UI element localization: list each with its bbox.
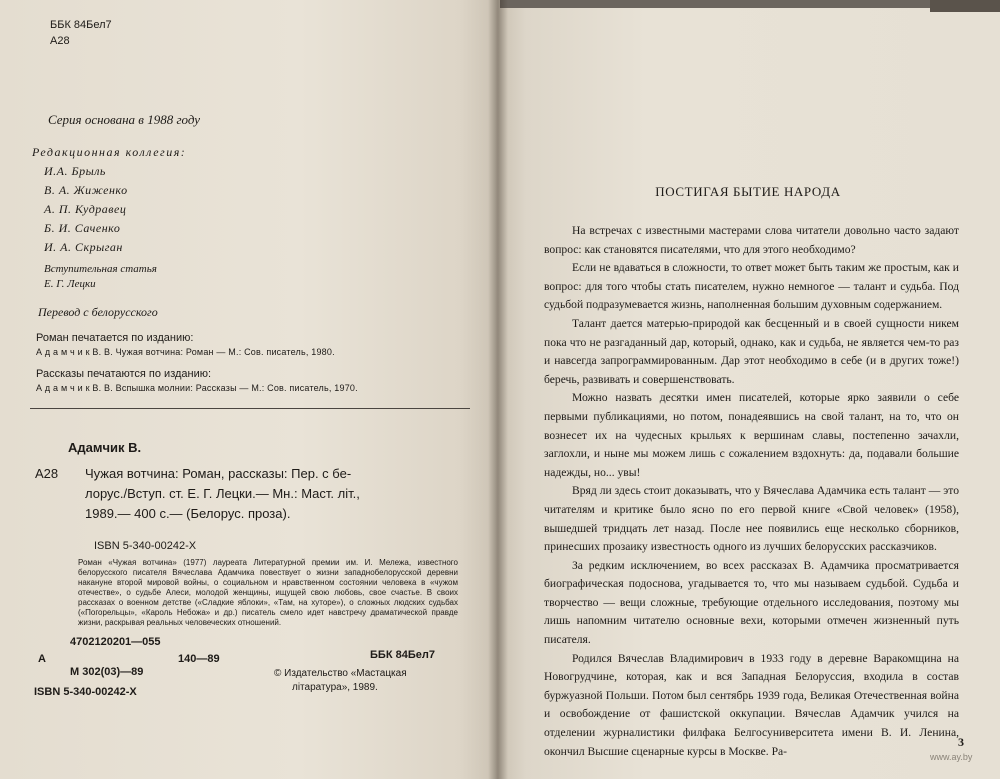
card-description bbox=[85, 464, 475, 524]
page-number: 3 bbox=[958, 735, 964, 749]
watermark: www.ay.by bbox=[930, 752, 973, 762]
series-note: Серия основана в 1988 году bbox=[48, 112, 201, 127]
board-member: А. П. Кудравец bbox=[44, 202, 127, 216]
card-code-2-right: 140—89 bbox=[178, 653, 220, 665]
intro-author: Е. Г. Лецки bbox=[44, 278, 96, 290]
board-member: Б. И. Саченко bbox=[44, 221, 121, 235]
paragraph: Талант дается матерью-природой как бесценный и в своей сущности никем пока что не разгаданный дар, который, однако, как и судьба, не является чем-то раз и навсегда запрограммированным. Дар этот необходимо в себе (и в других тоже!) беречь, развивать и совершенствовать. bbox=[544, 316, 959, 386]
paragraph: Вряд ли здесь стоит доказывать, что у Вячеслава Адамчика есть талант — это читателям и критике было ясно по его первой книге «Свой человек» (1958), вышедшей тридцать лет назад. После нее появились еще несколько сборников, принесших прозаику известность одного из лучших белорусских рассказчиков. bbox=[544, 484, 959, 554]
card-bbk: ББК 84Бел7 bbox=[370, 649, 435, 661]
paragraph: На встречах с известными мастерами слова читатели довольно часто задают вопрос: как становятся писателями, что для этого необходимо? bbox=[544, 224, 959, 256]
paragraph: Если не вдаваться в сложности, то ответ может быть таким же простым, как и вопрос: для того чтобы стать писателем, нужно немногое — талант и судьба. Под судьбой подразумевается жизнь, наполненная большим духовным содержанием. bbox=[544, 261, 959, 312]
publisher-copyright bbox=[274, 667, 407, 695]
stories-source-text: А д а м ч и к В. В. Вспышка молнии: Рассказы — М.: Сов. писатель, 1970. bbox=[36, 383, 358, 393]
background-corner bbox=[930, 0, 1000, 12]
card-author: Адамчик В. bbox=[68, 440, 142, 455]
intro-label: Вступительная статья bbox=[44, 263, 157, 275]
novel-source-text: А д а м ч и к В. В. Чужая вотчина: Роман — М.: Сов. писатель, 1980. bbox=[36, 347, 335, 357]
right-page bbox=[496, 8, 1000, 779]
body-text bbox=[544, 222, 959, 761]
card-class-code: А28 bbox=[35, 466, 59, 481]
card-code-1: 4702120201—055 bbox=[70, 636, 161, 648]
board-member: В. А. Жиженко bbox=[44, 183, 128, 197]
translation-note: Перевод с белорусского bbox=[38, 305, 158, 319]
card-annotation: Роман «Чужая вотчина» (1977) лауреата Литературной премии им. И. Мележа, известного белорусского писателя Вячеслава Адамчика повествует о жизни западнобелорусской деревни накануне второй мировой войны, о социальном и нравственном состоянии человека в «чужом отечестве», о судьбе Алеси, молодой женщины, ищущей свою любовь, свое счастье. В своих рассказах о военном детстве («Сладкие яблоки», «Там, на хуторе»), о сложных людских судьбах («Погорельцы», «Кароль Небожа» и др.) писатель смело идет навстречу драматической правде жизни, раскрывая реальных человеческих отношений. bbox=[78, 558, 458, 627]
card-code-2-left: А bbox=[38, 653, 46, 665]
chapter-title: ПОСТИГАЯ БЫТИЕ НАРОДА bbox=[655, 184, 841, 199]
imprint-code: А28 bbox=[50, 35, 70, 47]
publisher-line: лiтаратура», 1989. bbox=[292, 682, 378, 693]
board-member: И. А. Скрыган bbox=[44, 240, 123, 254]
paragraph: За редким исключением, во всех рассказах В. Адамчика просматривается биографическая подоснова, угадывается то, что мы называем судьбой. Судьба и творчество — вещи сложные, требующие отдельного исследования, поэтому мы лишь напомним читателю основные вехи, которыми отмечен жизненный путь писателя. bbox=[544, 558, 959, 647]
card-isbn-bottom: ISBN 5-340-00242-Х bbox=[34, 686, 137, 698]
board-heading: Редакционная коллегия: bbox=[32, 145, 187, 159]
card-line: 1989.— 400 с.— (Белорус. проза). bbox=[85, 506, 291, 521]
paragraph: Можно назвать десятки имен писателей, которые ярко заявили о себе первыми публикациями, но потом, понадеявшись на свой талант, на то, что он вознесет их на чудесных крыльях к вершинам славы, постепенно зачахли, заглохли, и ныне мы можем лишь с сожалением вздохнуть: да, подавали большие надежды, но... увы! bbox=[544, 391, 959, 479]
book-gutter bbox=[488, 0, 508, 779]
novel-source-label: Роман печатается по изданию: bbox=[36, 332, 194, 344]
card-line: лорус./Вступ. ст. Е. Г. Лецки.— Мн.: Маст. лiт., bbox=[85, 486, 360, 501]
imprint-top bbox=[50, 17, 112, 49]
imprint-bbk: ББК 84Бел7 bbox=[50, 19, 112, 31]
card-isbn: ISBN 5-340-00242-Х bbox=[94, 540, 197, 552]
card-code-3: М 302(03)—89 bbox=[70, 666, 144, 678]
stories-source bbox=[36, 367, 358, 395]
board-member: И.А. Брыль bbox=[44, 164, 106, 178]
stories-source-label: Рассказы печатаются по изданию: bbox=[36, 368, 212, 380]
editorial-board bbox=[32, 143, 186, 257]
publisher-line: © Издательство «Мастацкая bbox=[274, 668, 407, 679]
intro-credit bbox=[44, 262, 157, 292]
paragraph: Родился Вячеслав Владимирович в 1933 году в деревне Варакомщина на Новогрудчине, которая, как и вся Западная Белоруссия, входила в состав буржуазной Польши. Потом был сентябрь 1939 года, Великая Отечественная война и освобождение от фашистской оккупации. Вячеслав Адамчик учился на отделении журналистики филфака Белгосуниверситета имени В. И. Ленина, окончил Высшие сценарные курсы в Москве. Ра- bbox=[544, 651, 959, 758]
card-line: Чужая вотчина: Роман, рассказы: Пер. с бе- bbox=[85, 466, 352, 481]
novel-source bbox=[36, 331, 335, 359]
divider bbox=[30, 408, 470, 409]
card-code-2 bbox=[38, 653, 288, 665]
